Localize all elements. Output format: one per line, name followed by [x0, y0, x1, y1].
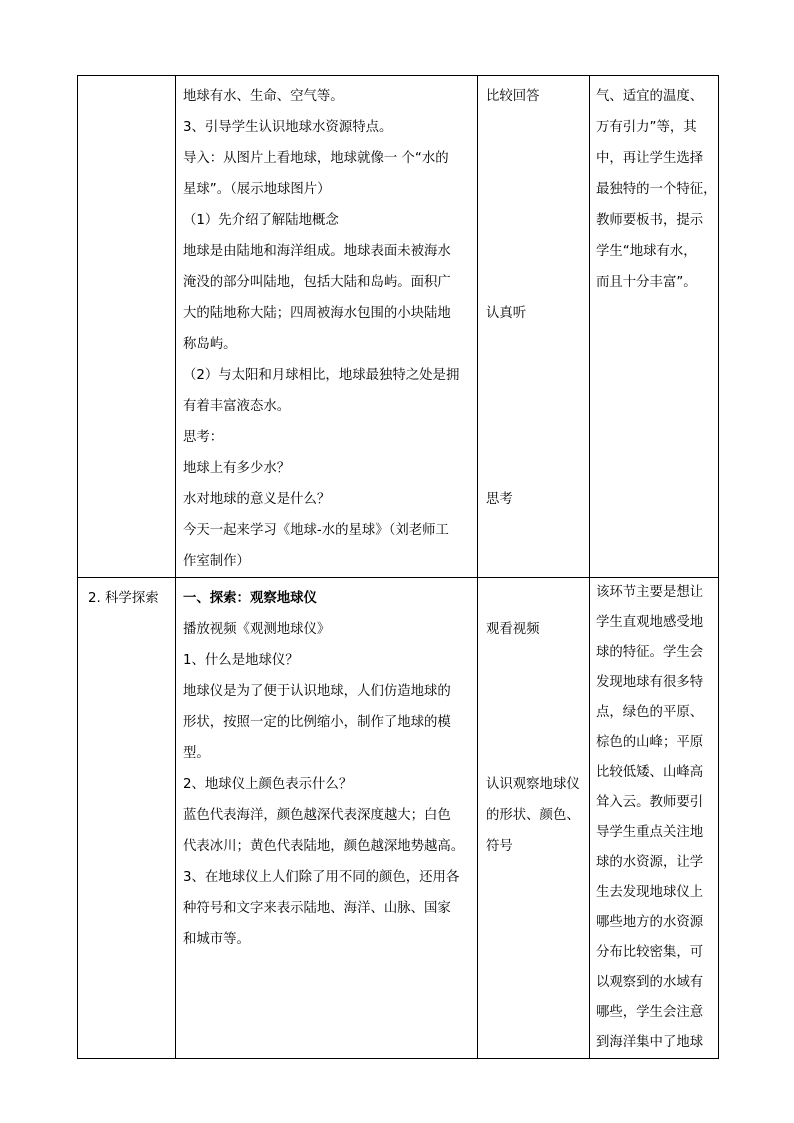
text-line: 地球有水、生命、空气等。	[183, 89, 344, 104]
text-line: 称岛屿。	[183, 337, 237, 352]
text-line: 气、适宜的温度、	[596, 89, 704, 104]
text-line: 的形状、颜色、	[486, 808, 580, 823]
table-row	[78, 76, 719, 578]
text-line: 2、地球仪上颜色表示什么？	[183, 777, 353, 792]
text-line: 蓝色代表海洋，颜色越深代表深度越大；白色	[183, 808, 451, 823]
teacher-activity-cell	[176, 578, 478, 1059]
text-line: 认识观察地球仪	[486, 777, 580, 792]
table-row	[78, 578, 719, 1059]
text-line: 有着丰富液态水。	[183, 399, 291, 414]
text-line: 地球仪是为了便于认识地球，人们仿造地球的	[183, 684, 451, 699]
text-line: 最独特的一个特征，	[596, 182, 717, 197]
text-line: 生去发现地球仪上	[596, 885, 704, 900]
student-activity-cell	[478, 76, 590, 578]
text-line: （1）先介绍了解陆地概念	[183, 213, 339, 228]
text-line: 淹没的部分叫陆地，包括大陆和岛屿。面积广	[183, 275, 451, 290]
text-line: 代表冰川；黄色代表陆地，颜色越深地势越高。	[183, 839, 465, 854]
text-line: 哪些，学生会注意	[596, 1005, 704, 1020]
text-line: 发现地球有很多特	[596, 675, 704, 690]
text-line: 万有引力”等，其	[596, 120, 697, 135]
text-line: 符号	[486, 839, 513, 854]
text-line: 教师要板书，提示	[596, 213, 704, 228]
text-line: 今天一起来学习《地球-水的星球》（刘老师工	[183, 523, 449, 538]
text-line: 哪些地方的水资源	[596, 915, 704, 930]
text-line: 学生直观地感受地	[596, 615, 704, 630]
text-line: 1、什么是地球仪？	[183, 653, 299, 668]
text-line: （2）与太阳和月球相比，地球最独特之处是拥	[183, 368, 460, 383]
design-intent-cell	[590, 76, 719, 578]
text-line: 和城市等。	[183, 932, 250, 947]
text-line: 观看视频	[486, 622, 540, 637]
text-line: 导入：从图片上看地球，地球就像一 个“水的	[183, 151, 449, 166]
text-line: 中，再让学生选择	[596, 151, 704, 166]
text-line: 种符号和文字来表示陆地、海洋、山脉、国家	[183, 901, 451, 916]
student-activity-cell	[478, 578, 590, 1059]
text-line: 地球是由陆地和海洋组成。地球表面未被海水	[183, 244, 451, 259]
text-line: 耸入云。教师要引	[596, 795, 704, 810]
text-line: 点，绿色的平原、	[596, 705, 704, 720]
stage-cell	[78, 76, 176, 578]
design-intent-cell	[590, 578, 719, 1059]
text-line: 地球上有多少水？	[183, 461, 291, 476]
text-line: 水对地球的意义是什么？	[183, 492, 331, 507]
text-line: 棕色的山峰；平原	[596, 735, 704, 750]
section-heading: 一、探索：观察地球仪	[183, 591, 317, 606]
text-line: 作室制作）	[183, 554, 250, 569]
text-line: 星球”。（展示地球图片）	[183, 182, 331, 197]
text-line: 播放视频《观测地球仪》	[183, 622, 331, 637]
text-line: 形状，按照一定的比例缩小，制作了地球的模	[183, 715, 451, 730]
text-line: 球的特征。学生会	[596, 645, 704, 660]
stage-label: 2. 科学探索	[88, 591, 159, 606]
text-line: 分布比较密集，可	[596, 945, 704, 960]
text-line: 大的陆地称大陆；四周被海水包围的小块陆地	[183, 306, 451, 321]
text-line: 认真听	[486, 306, 527, 321]
text-line: 思考：	[183, 430, 224, 445]
text-line: 3、在地球仪上人们除了用不同的颜色，还用各	[183, 870, 460, 885]
teacher-activity-cell	[176, 76, 478, 578]
text-line: 3、引导学生认识地球水资源特点。	[183, 120, 393, 135]
text-line: 该环节主要是想让	[596, 585, 704, 600]
text-line: 球的水资源，让学	[596, 855, 704, 870]
text-line: 而且十分丰富”。	[596, 275, 697, 290]
text-line: 到海洋集中了地球	[596, 1035, 704, 1050]
stage-cell	[78, 578, 176, 1059]
text-line: 比较回答	[486, 89, 540, 104]
lesson-plan-table	[77, 75, 719, 1059]
text-line: 学生“地球有水，	[596, 244, 697, 259]
text-line: 型。	[183, 746, 210, 761]
text-line: 以观察到的水域有	[596, 975, 704, 990]
text-line: 比较低矮、山峰高	[596, 765, 704, 780]
text-line: 思考	[486, 492, 513, 507]
text-line: 导学生重点关注地	[596, 825, 704, 840]
